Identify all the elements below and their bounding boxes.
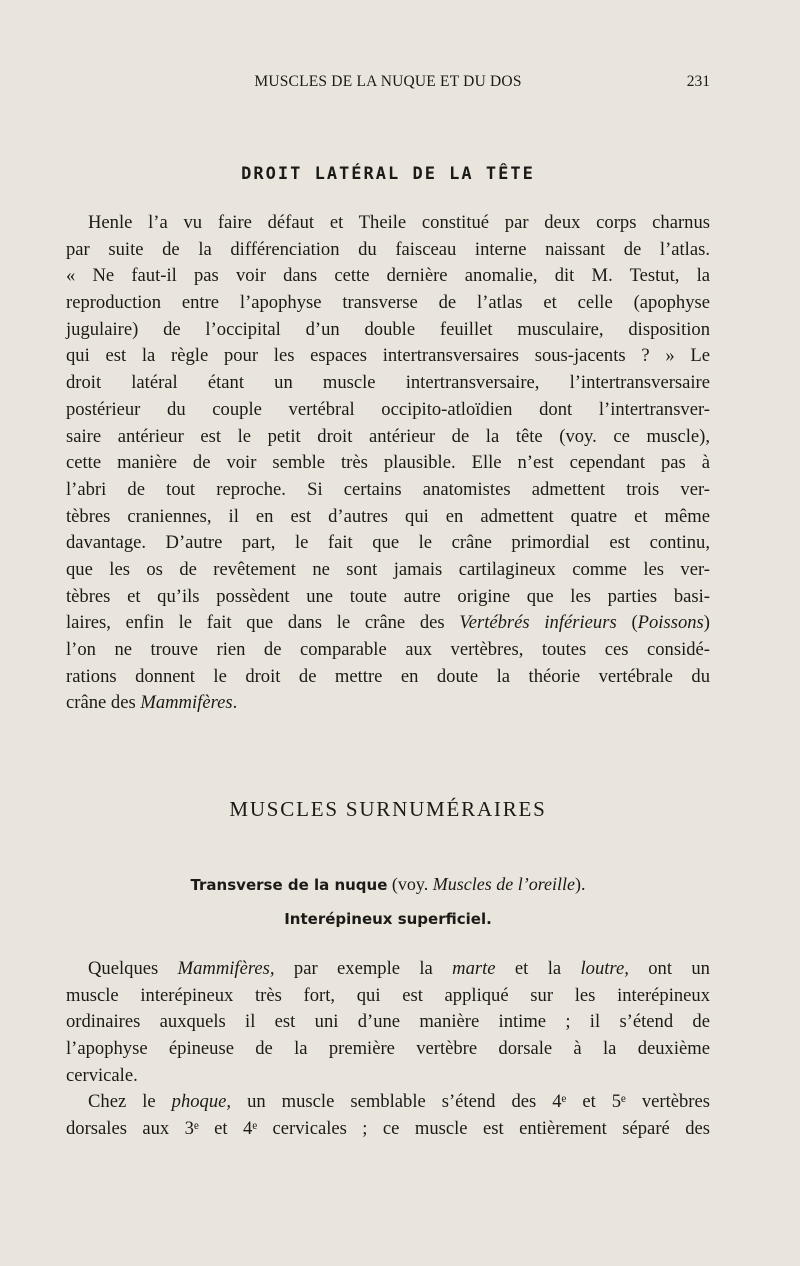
text-line: saire antérieur est le petit droit antérieur de la tête (voy. ce muscle), xyxy=(66,425,710,447)
text-line: que les os de revêtement ne sont jamais cartilagineux comme les ver- xyxy=(66,558,710,580)
text-line: qui est la règle pour les espaces intertransversaires sous-jacents ? » Le xyxy=(66,345,710,367)
text-line: Henle l’a vu faire défaut et Theile constitué par deux corps charnus xyxy=(88,212,710,233)
text-line: droit latéral étant un muscle intertransversaire, l’intertransversaire xyxy=(66,372,710,394)
text-line xyxy=(66,610,710,637)
italic-term: Poissons xyxy=(637,612,704,634)
text-line: tèbres et qu’ils possèdent une toute autre origine que les parties basi- xyxy=(66,585,710,607)
text-line: rations donnent le droit de mettre en doute la théorie vertébrale du xyxy=(66,665,710,687)
text-run: . xyxy=(232,692,238,714)
text-line: tèbres craniennes, il en est d’autres qui en admettent quatre et même xyxy=(66,505,710,527)
text-line: reproduction entre l’apophyse transverse de l’atlas et celle (apophyse xyxy=(66,292,710,314)
text-line: par suite de la différenciation du faisceau interne naissant de l’atlas. xyxy=(66,238,710,260)
text-line: cervicale. xyxy=(66,1064,138,1086)
text-run: par exemple la xyxy=(293,958,433,979)
text-run: (voy. xyxy=(391,874,429,894)
subheading-bold: Transverse de la nuque xyxy=(190,876,388,894)
text-run: un muscle semblable s’étend des 4ᵉ et 5ᵉ vertèbres xyxy=(247,1091,710,1113)
subheading-interepineux xyxy=(66,905,710,931)
section-title-droit-lateral: DROIT LATÉRAL DE LA TÊTE xyxy=(241,164,535,184)
text-run: Quelques xyxy=(88,958,159,979)
text-line: jugulaire) de l’occipital d’un double feuillet musculaire, disposition xyxy=(66,318,710,340)
italic-term: Muscles de l’oreille xyxy=(432,874,576,894)
text-line: l’on ne trouve rien de comparable aux vertèbres, toutes ces considé- xyxy=(66,639,710,660)
paragraph-droit-lateral xyxy=(66,210,710,717)
text-line: l’apophyse épineuse de la première vertèbre dorsale à la deuxième xyxy=(66,1038,710,1060)
text-line: ordinaires auxquels il est uni d’une manière intime ; il s’étend de xyxy=(66,1011,710,1033)
italic-term: Vertébrés inférieurs xyxy=(459,612,617,634)
text-run: ont un xyxy=(648,958,710,979)
text-line: « Ne faut-il pas voir dans cette dernière anomalie, dit M. Testut, la xyxy=(66,265,710,287)
italic-term: loutre, xyxy=(580,958,629,979)
section-title-muscles-surnumeraires: MUSCLES SURNUMÉRAIRES xyxy=(229,797,547,821)
subheading-bold: Interépineux superficiel. xyxy=(284,910,492,928)
page-number: 231 xyxy=(686,73,710,90)
text-line xyxy=(66,690,710,717)
text-line: l’abri de tout reproche. Si certains anatomistes admettent trois ver- xyxy=(66,478,710,500)
text-line xyxy=(66,956,710,983)
text-run: crâne des xyxy=(66,692,136,714)
running-head xyxy=(66,73,710,97)
italic-term: marte xyxy=(452,958,496,979)
text-line: dorsales aux 3ᵉ et 4ᵉ cervicales ; ce muscle est entièrement séparé des xyxy=(66,1118,710,1140)
italic-term: phoque, xyxy=(171,1091,232,1113)
text-run: et la xyxy=(514,958,562,979)
italic-term: Mammifères xyxy=(140,692,233,714)
text-run: ( xyxy=(631,612,638,634)
text-line xyxy=(66,1089,710,1116)
text-run: laires, enfin le fait que dans le crâne des xyxy=(66,612,445,634)
text-line: davantage. D’autre part, le fait que le crâne primordial est continu, xyxy=(66,532,710,554)
running-title: MUSCLES DE LA NUQUE ET DU DOS xyxy=(254,73,522,90)
text-run: Chez le xyxy=(88,1091,156,1113)
text-line: cette manière de voir semble très plausible. Elle n’est cependant pas à xyxy=(66,452,710,474)
subheading-transverse-nuque xyxy=(66,871,710,897)
text-run: ) xyxy=(703,612,710,634)
italic-term: Mammifères, xyxy=(177,958,275,979)
text-run: ). xyxy=(575,874,586,894)
text-line: muscle interépineux très fort, qui est appliqué sur les interépineux xyxy=(66,984,710,1006)
paragraph-interepineux xyxy=(66,956,710,1143)
text-line: postérieur du couple vertébral occipito-atloïdien dont l’intertransver- xyxy=(66,398,710,420)
